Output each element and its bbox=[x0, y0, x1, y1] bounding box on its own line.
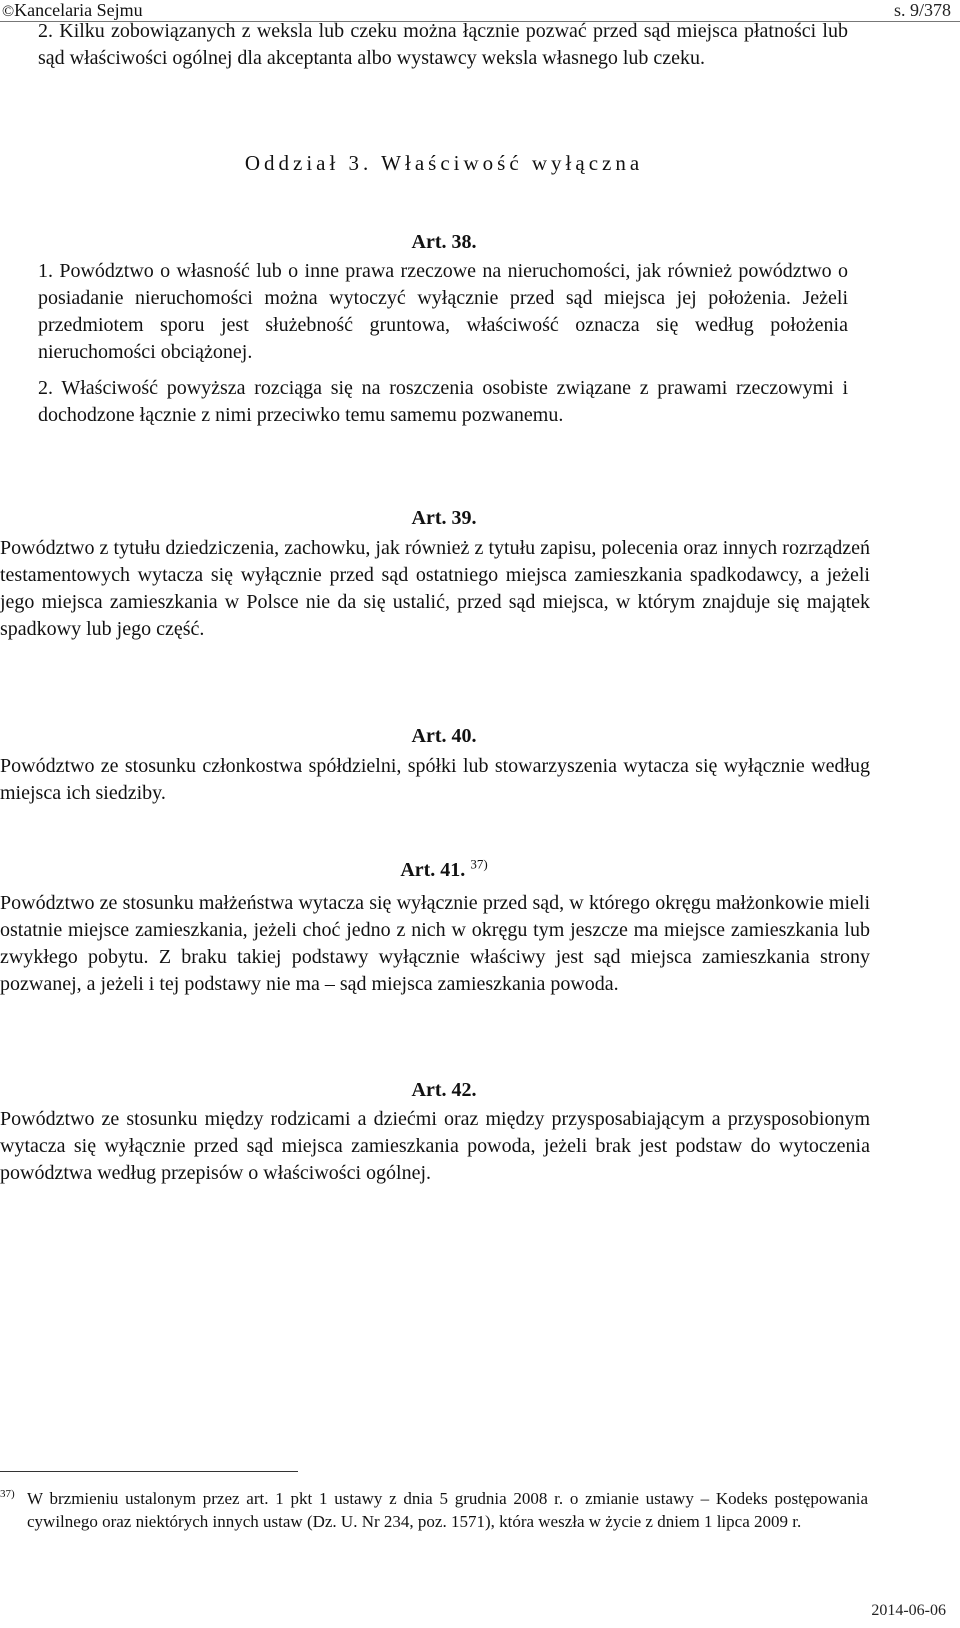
art42-heading: Art. 42. bbox=[411, 1079, 477, 1101]
art42-text: Powództwo ze stosunku między rodzicami a dziećmi oraz między przysposabiającym a przysposobionym wytacza się wyłącznie przed sąd miejsca zamieszkania powoda, jeżeli brak jest podstaw do wytoczenia powództwa według przepisów o właściwości ogólnej. bbox=[0, 1108, 870, 1184]
art37-paragraph-2: 2. Kilku zobowiązanych z weksla lub czeku można łącznie pozwać przed sąd miejsca płatności lub sąd właściwości ogólnej dla akceptanta albo wystawcy weksla własnego lub czeku. bbox=[38, 20, 848, 69]
art41-text: Powództwo ze stosunku małżeństwa wytacza się wyłącznie przed sąd, w którego okręgu małżonkowie mieli ostatnie miejsce zamieszkania, jeżeli choć jedno z nich w okręgu tym jeszcze ma miejsce zamieszkania lub zwykłego pobytu. Z braku takiej podstawy wyłącznie właściwy jest sąd miejsca zamieszkania strony pozwanej, a jeżeli i tej podstawy nie ma – sąd miejsca zamieszkania powoda. bbox=[0, 892, 870, 995]
section-title: Oddział 3. Właściwość wyłączna bbox=[244, 151, 644, 175]
art39-text: Powództwo z tytułu dziedziczenia, zachowku, jak również z tytułu zapisu, polecenia oraz innych rozrządzeń testamentowych wytacza się wyłącznie przed sąd ostatniego miejsca zamieszkania spadkodawcy, a jeżeli jego miejsca zamieszkania w Polsce nie da się ustalić, przed sąd miejsca, w którym znajduje się majątek spadkowy lub jego część. bbox=[0, 537, 870, 640]
footnote-text: W brzmieniu ustalonym przez art. 1 pkt 1 ustawy z dnia 5 grudnia 2008 r. o zmianie ustawy – Kodeks postępowania cywilnego oraz niektórych innych ustaw (Dz. U. Nr 234, poz. 1571), która weszła w życie z dniem 1 lipca 2009 r. bbox=[27, 1489, 868, 1531]
page-number: s. 9/378 bbox=[893, 0, 951, 20]
art41-heading-label: Art. 41. bbox=[400, 859, 466, 881]
art41-heading bbox=[0, 857, 888, 884]
footnote-37 bbox=[0, 1487, 868, 1533]
footnote-mark: 37) bbox=[0, 1488, 15, 1500]
art40-heading: Art. 40. bbox=[411, 725, 477, 747]
footer-date: 2014-06-06 bbox=[871, 1602, 946, 1619]
copyright-sign: © bbox=[2, 3, 15, 20]
art41-footnote-ref: 37) bbox=[470, 856, 488, 872]
footnote-separator bbox=[0, 1471, 298, 1472]
art40-text: Powództwo ze stosunku członkostwa spółdzielni, spółki lub stowarzyszenia wytacza się wyłącznie według miejsca ich siedziby. bbox=[0, 755, 870, 804]
header-source-label: Kancelaria Sejmu bbox=[14, 0, 143, 20]
art38-paragraph-2: 2. Właściwość powyższa rozciąga się na roszczenia osobiste związane z prawami rzeczowymi i dochodzone łącznie z nimi przeciwko temu samemu pozwanemu. bbox=[38, 377, 848, 426]
art39-heading: Art. 39. bbox=[411, 507, 477, 529]
art38-heading: Art. 38. bbox=[411, 231, 477, 253]
art38-paragraph-1: 1. Powództwo o własność lub o inne prawa rzeczowe na nieruchomości, jak również powództwo o posiadanie nieruchomości można wytoczyć wyłącznie przed sąd miejsca jej położenia. Jeżeli przedmiotem sporu jest służebność gruntowa, właściwość oznacza się według położenia nieruchomości obciążonej. bbox=[38, 260, 848, 363]
